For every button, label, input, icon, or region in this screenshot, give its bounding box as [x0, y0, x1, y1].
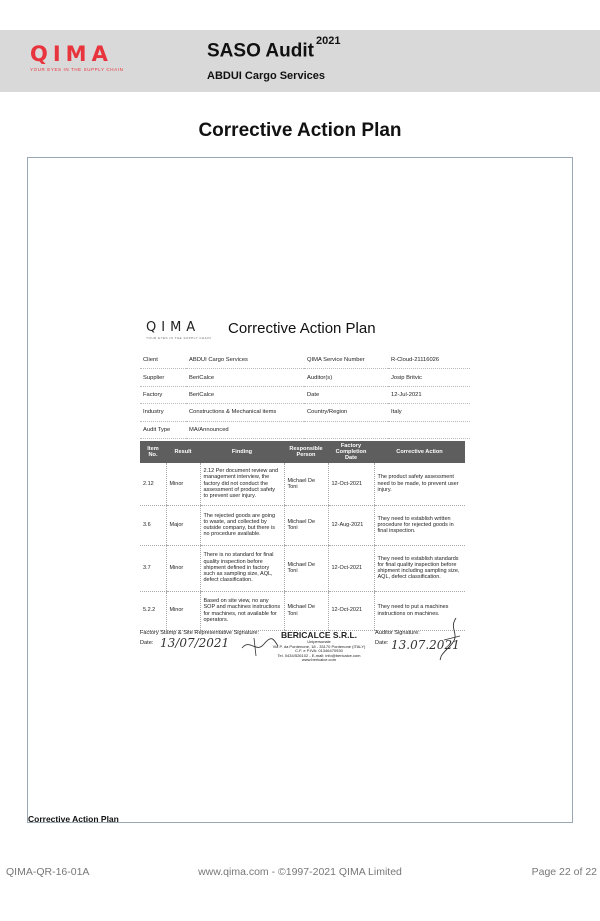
cell-item: 3.6 [140, 505, 166, 545]
stamp-line: C.F. e P.IVA: 01346470930 [295, 648, 343, 654]
info-label: Industry [140, 404, 186, 421]
info-value-2: 12-Jul-2021 [388, 386, 470, 403]
factory-handwritten-date: 13/07/2021 [160, 636, 230, 650]
info-row [140, 369, 470, 386]
report-title-text: SASO Audit [207, 40, 314, 62]
cell-date: 12-Oct-2021 [328, 545, 374, 591]
col-header-finding: Finding [200, 441, 284, 463]
col-header-item: Item No. [140, 441, 166, 463]
cell-result: Minor [166, 463, 200, 505]
cell-finding: Based on site view, no any SOP and machines instructions for machines, not available for operators. [200, 591, 284, 630]
qima-logo [30, 44, 123, 72]
info-value-2: R-Cloud-21116026 [388, 352, 470, 369]
auditor-signature-label: Auditor Signature: [375, 630, 420, 636]
cell-finding: 2.12 Per document review and management interview, the factory did not conduct the assessment of product safety to prevent user injury. [200, 463, 284, 505]
info-label: Client [140, 352, 186, 369]
info-value: BeriCalce [186, 386, 304, 403]
cell-date: 12-Oct-2021 [328, 591, 374, 630]
col-header-date: Factory Completion Date [328, 441, 374, 463]
cell-action: They need to establish written procedure for rejected goods in final inspection. [374, 505, 465, 545]
cell-item: 2.12 [140, 463, 166, 505]
scan-logo: QIMA [146, 320, 201, 335]
cell-date: 12-Oct-2021 [328, 463, 374, 505]
cell-result: Major [166, 505, 200, 545]
info-label: Factory [140, 386, 186, 403]
info-value-2 [388, 421, 470, 438]
auditor-date-label: Date: [375, 640, 389, 646]
col-header-person: Responsible Person [284, 441, 328, 463]
header-band [0, 30, 600, 92]
report-subtitle: ABDUI Cargo Services [207, 70, 325, 82]
stamp-line: www.bericalce.com [301, 657, 337, 663]
info-value: Constructions & Mechanical items [186, 404, 304, 421]
cell-person: Michael De Toni [284, 463, 328, 505]
cell-item: 5.2.2 [140, 591, 166, 630]
info-table [140, 352, 470, 439]
auditor-signature-scribble [436, 616, 466, 662]
table-row [140, 545, 465, 591]
col-header-result: Result [166, 441, 200, 463]
info-label: Supplier [140, 369, 186, 386]
findings-header-row [140, 441, 465, 463]
cell-finding: There is no standard for final quality inspection before shipment defined in factory such as sampling size, AQL, defect classification. [200, 545, 284, 591]
logo-tagline: YOUR EYES IN THE SUPPLY CHAIN [30, 67, 124, 72]
info-label-2: QIMA Service Number [304, 352, 388, 369]
company-stamp [260, 631, 378, 663]
info-value-2: Josip Britvic [388, 369, 470, 386]
info-value: BeriCalce [186, 369, 304, 386]
footer-copyright: www.qima.com - ©1997-2021 QIMA Limited [198, 866, 402, 878]
report-title [207, 35, 341, 62]
cell-action: They need to establish standards for final quality inspection before shipment including sampling size, AQL, defect classification. [374, 545, 465, 591]
cell-date: 12-Aug-2021 [328, 505, 374, 545]
info-label-2: Auditor(s) [304, 369, 388, 386]
info-label-2: Country/Region [304, 404, 388, 421]
table-row [140, 591, 465, 630]
cell-action: The product safety assessment need to be made, to prevent user injury. [374, 463, 465, 505]
cell-result: Minor [166, 545, 200, 591]
stamp-line: Via P. da Pordenone, 18 - 33170 Pordenone (ITALY) [272, 643, 366, 649]
logo-text: QIMA [30, 42, 113, 66]
cell-item: 3.7 [140, 545, 166, 591]
stamp-line: Unipersonale [307, 639, 331, 644]
info-row [140, 386, 470, 403]
findings-table [140, 441, 465, 631]
info-label: Audit Type [140, 421, 186, 438]
frame-caption: Corrective Action Plan [28, 814, 119, 824]
footer-doc-code: QIMA-QR-16-01A [6, 866, 90, 878]
report-title-year: 2021 [315, 35, 341, 47]
cell-result: Minor [166, 591, 200, 630]
info-value: ABDUI Cargo Services [186, 352, 304, 369]
col-header-action: Corrective Action [374, 441, 465, 463]
cell-person: Michael De Toni [284, 505, 328, 545]
info-label-2: Date [304, 386, 388, 403]
page-title: Corrective Action Plan [198, 120, 402, 141]
stamp-company-name: BERICALCE S.R.L. [280, 630, 358, 640]
factory-signature-label: Factory Stamp & Site Representative Signature: [140, 630, 260, 636]
cell-finding: The rejected goods are going to waste, and collected by outside company, but there is no procedure available. [200, 505, 284, 545]
cell-action: They need to put a machines instructions on machines. [374, 591, 465, 630]
footer-page-number: Page 22 of 22 [531, 866, 597, 878]
info-value-2: Italy [388, 404, 470, 421]
info-row [140, 352, 470, 369]
info-row [140, 421, 470, 438]
table-row [140, 463, 465, 505]
factory-date-label: Date: [140, 640, 154, 646]
scan-logo-tagline: YOUR EYES IN THE SUPPLY CHAIN [146, 336, 212, 340]
info-label-2 [304, 421, 388, 438]
info-value: MA/Announced [186, 421, 304, 438]
table-row [140, 505, 465, 545]
scan-title: Corrective Action Plan [228, 320, 376, 337]
info-row [140, 404, 470, 421]
stamp-line: Tel. 0434/526102 - E-mail: info@bericalce.com [277, 652, 361, 658]
auditor-handwritten-date: 13.07.2021 [391, 638, 460, 652]
cell-person: Michael De Toni [284, 591, 328, 630]
cell-person: Michael De Toni [284, 545, 328, 591]
